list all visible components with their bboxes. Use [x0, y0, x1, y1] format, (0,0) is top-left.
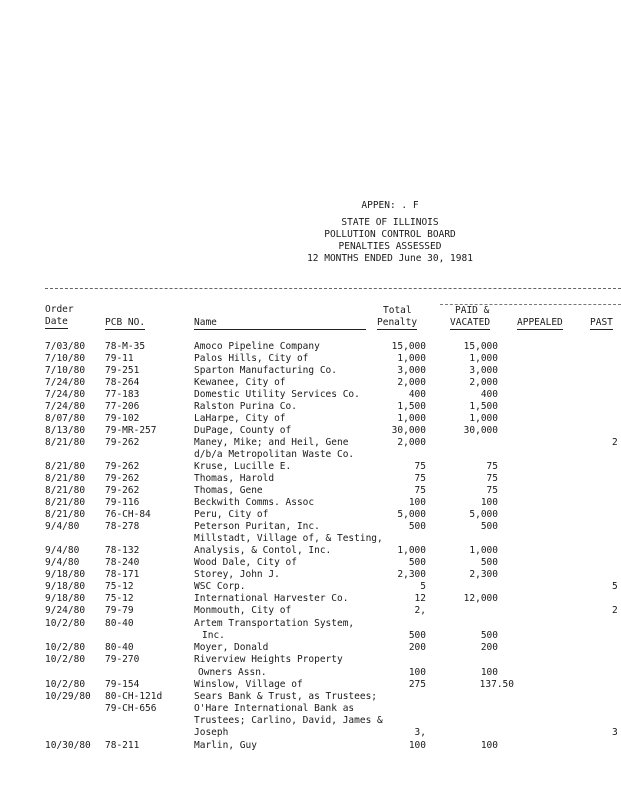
row-name: Sparton Manufacturing Co. [194, 365, 337, 376]
row-name: Joseph [194, 727, 229, 738]
row-total-penalty: 75 [414, 485, 426, 496]
row-total-penalty: 5 [420, 581, 426, 592]
row-date: 9/18/80 [45, 581, 86, 592]
row-paid-vacated: 30,000 [463, 425, 498, 436]
row-name: Monmouth, City of [194, 605, 292, 616]
row-pcb-no: 75-12 [105, 581, 134, 592]
col-paid-label: PAID & [455, 305, 490, 316]
row-pcb-no: 79-262 [105, 461, 140, 472]
row-name: Artem Transportation System, [194, 618, 355, 629]
top-rule [45, 288, 621, 289]
row-paid-vacated: 3,000 [469, 365, 498, 376]
row-pcb-no: 79-MR-257 [105, 425, 157, 436]
row-name: Thomas, Harold [194, 473, 275, 484]
row-date: 8/21/80 [45, 461, 86, 472]
table-row [0, 655, 621, 667]
row-date: 7/10/80 [45, 365, 86, 376]
row-paid-vacated: 500 [480, 521, 498, 532]
row-total-penalty: 75 [414, 473, 426, 484]
header-board: POLLUTION CONTROL BOARD [324, 229, 456, 240]
col-total-label: Total [383, 305, 412, 316]
row-pcb-no: 79-79 [105, 605, 134, 616]
row-name: Trustees; Carlino, David, James & [194, 715, 383, 726]
row-paid-vacated: 500 [480, 557, 498, 568]
col-pcb-header: PCB NO. [105, 317, 146, 328]
row-date: 9/4/80 [45, 545, 80, 556]
row-paid-vacated: 1,000 [469, 545, 498, 556]
row-date: 9/4/80 [45, 557, 80, 568]
row-total-penalty: 2,000 [397, 377, 426, 388]
row-name: Wood Dale, City of [194, 557, 297, 568]
row-name: Peterson Puritan, Inc. [194, 521, 320, 532]
row-pcb-no: 79-CH-656 [105, 703, 157, 714]
row-name: d/b/a Metropolitan Waste Co. [194, 449, 355, 460]
row-total-penalty: 3,000 [397, 365, 426, 376]
row-total-penalty: 400 [408, 389, 426, 400]
row-total-penalty: 30,000 [391, 425, 426, 436]
row-date: 8/13/80 [45, 425, 86, 436]
row-name: O'Hare International Bank as [194, 703, 355, 714]
row-total-penalty: 500 [408, 630, 426, 641]
row-name: Analysis, & Contol, Inc. [194, 545, 332, 556]
row-paid-vacated: 100 [480, 497, 498, 508]
table-row [0, 450, 621, 462]
row-total-penalty: 75 [414, 461, 426, 472]
row-name: Inc. [202, 630, 225, 641]
row-name: Marlin, Guy [194, 740, 257, 751]
row-name: Palos Hills, City of [194, 353, 309, 364]
row-pcb-no: 78-278 [105, 521, 140, 532]
row-total-penalty: 5,000 [397, 509, 426, 520]
row-date: 7/24/80 [45, 377, 86, 388]
row-date: 8/21/80 [45, 473, 86, 484]
table-row [0, 462, 621, 474]
row-date: 8/21/80 [45, 485, 86, 496]
row-pcb-no: 78-132 [105, 545, 140, 556]
table-row [0, 414, 621, 426]
row-paid-vacated: 75 [486, 485, 498, 496]
row-name: LaHarpe, City of [194, 413, 286, 424]
table-row [0, 716, 621, 728]
row-name: Kewanee, City of [194, 377, 286, 388]
row-date: 8/21/80 [45, 437, 86, 448]
row-name: Kruse, Lucille E. [194, 461, 292, 472]
row-name: Owners Assn. [198, 667, 267, 678]
row-date: 9/18/80 [45, 569, 86, 580]
row-pcb-no: 80-40 [105, 618, 134, 629]
row-pcb-no: 76-CH-84 [105, 509, 151, 520]
col-vacated-header: VACATED [450, 317, 491, 328]
table-row [0, 606, 621, 618]
header-title: PENALTIES ASSESSED [338, 241, 442, 252]
header-state: STATE OF ILLINOIS [341, 217, 439, 228]
row-total-penalty: 100 [408, 497, 426, 508]
row-date: 7/10/80 [45, 353, 86, 364]
row-pcb-no: 77-206 [105, 401, 140, 412]
row-pcb-no: 79-270 [105, 654, 140, 665]
col-penalty-header: Penalty [377, 317, 418, 328]
row-date: 7/03/80 [45, 341, 86, 352]
row-date: 10/29/80 [45, 691, 91, 702]
appendix-label: APPEN: . F [361, 200, 419, 211]
table-row [0, 402, 621, 414]
row-name: International Harvester Co. [194, 593, 349, 604]
row-name: Thomas, Gene [194, 485, 263, 496]
row-past: 5 [612, 581, 618, 592]
header-period: 12 MONTHS ENDED June 30, 1981 [307, 253, 473, 264]
table-row [0, 619, 621, 631]
row-name: WSC Corp. [194, 581, 246, 592]
row-paid-vacated: 200 [480, 642, 498, 653]
row-pcb-no: 78-M-35 [105, 341, 146, 352]
row-paid-vacated: 5,000 [469, 509, 498, 520]
row-total-penalty: 15,000 [391, 341, 426, 352]
table-row [0, 390, 621, 402]
row-name: Maney, Mike; and Heil, Gene [194, 437, 349, 448]
row-pcb-no: 75-12 [105, 593, 134, 604]
table-row [0, 342, 621, 354]
row-pcb-no: 79-11 [105, 353, 134, 364]
table-row [0, 668, 621, 680]
row-name: Domestic Utility Services Co. [194, 389, 360, 400]
row-past: 3 [612, 727, 618, 738]
row-pcb-no: 78-171 [105, 569, 140, 580]
row-total-penalty: 2, [414, 605, 426, 616]
row-total-penalty: 3, [414, 727, 426, 738]
row-past: 2 [612, 437, 618, 448]
col-past-header: PAST [590, 317, 613, 328]
row-paid-vacated: 15,000 [463, 341, 498, 352]
col-name-header: Name [194, 318, 366, 330]
row-paid-vacated: 500 [480, 630, 498, 641]
row-date: 9/24/80 [45, 605, 86, 616]
row-paid-vacated: 2,300 [469, 569, 498, 580]
table-row [0, 741, 621, 753]
row-paid-vacated: 100 [480, 740, 498, 751]
row-name: DuPage, County of [194, 425, 292, 436]
row-paid-vacated: 137.50 [479, 679, 514, 690]
row-pcb-no: 80-CH-121d [105, 691, 163, 702]
row-total-penalty: 1,000 [397, 545, 426, 556]
row-date: 8/21/80 [45, 509, 86, 520]
table-row [0, 474, 621, 486]
row-total-penalty: 1,000 [397, 353, 426, 364]
row-name: Ralston Purina Co. [194, 401, 297, 412]
row-date: 10/2/80 [45, 654, 86, 665]
table-row [0, 498, 621, 510]
row-paid-vacated: 100 [480, 667, 498, 678]
row-total-penalty: 1,000 [397, 413, 426, 424]
row-date: 10/2/80 [45, 618, 86, 629]
row-past: 2 [612, 605, 618, 616]
row-total-penalty: 275 [408, 679, 426, 690]
row-total-penalty: 1,500 [397, 401, 426, 412]
row-name: Amoco Pipeline Company [194, 341, 320, 352]
table-row [0, 546, 621, 558]
row-date: 10/30/80 [45, 740, 91, 751]
row-name: Beckwith Comms. Assoc [194, 497, 315, 508]
table-row [0, 570, 621, 582]
row-date: 9/4/80 [45, 521, 80, 532]
row-total-penalty: 500 [408, 521, 426, 532]
row-paid-vacated: 400 [480, 389, 498, 400]
row-pcb-no: 79-262 [105, 437, 140, 448]
row-paid-vacated: 1,000 [469, 413, 498, 424]
table-row [0, 366, 621, 378]
row-paid-vacated: 2,000 [469, 377, 498, 388]
table-row [0, 631, 621, 643]
row-paid-vacated: 75 [486, 461, 498, 472]
row-total-penalty: 100 [408, 740, 426, 751]
row-pcb-no: 78-264 [105, 377, 140, 388]
table-row [0, 594, 621, 606]
row-name: Sears Bank & Trust, as Trustees; [194, 691, 378, 702]
row-pcb-no: 79-116 [105, 497, 140, 508]
row-date: 8/21/80 [45, 497, 86, 508]
row-total-penalty: 100 [408, 667, 426, 678]
table-row [0, 728, 621, 740]
row-pcb-no: 80-40 [105, 642, 134, 653]
row-pcb-no: 79-251 [105, 365, 140, 376]
row-date: 7/24/80 [45, 401, 86, 412]
row-pcb-no: 79-262 [105, 473, 140, 484]
row-paid-vacated: 1,000 [469, 353, 498, 364]
row-pcb-no: 78-211 [105, 740, 140, 751]
row-paid-vacated: 12,000 [463, 593, 498, 604]
row-name: Storey, John J. [194, 569, 280, 580]
row-total-penalty: 200 [408, 642, 426, 653]
row-paid-vacated: 75 [486, 473, 498, 484]
row-date: 10/2/80 [45, 679, 86, 690]
col-appealed-header: APPEALED [517, 317, 563, 328]
row-pcb-no: 78-240 [105, 557, 140, 568]
table-row [0, 558, 621, 570]
col-order-label: Order [45, 304, 74, 315]
col-date-header: Date [45, 316, 68, 327]
row-name: Winslow, Village of [194, 679, 303, 690]
row-date: 7/24/80 [45, 389, 86, 400]
row-pcb-no: 79-154 [105, 679, 140, 690]
row-date: 10/2/80 [45, 642, 86, 653]
row-name: Peru, City of [194, 509, 269, 520]
row-total-penalty: 12 [414, 593, 426, 604]
row-pcb-no: 79-262 [105, 485, 140, 496]
row-total-penalty: 2,300 [397, 569, 426, 580]
row-name: Millstadt, Village of, & Testing, [194, 533, 383, 544]
row-total-penalty: 500 [408, 557, 426, 568]
row-total-penalty: 2,000 [397, 437, 426, 448]
row-name: Riverview Heights Property [194, 654, 343, 665]
row-date: 9/18/80 [45, 593, 86, 604]
row-pcb-no: 79-102 [105, 413, 140, 424]
row-paid-vacated: 1,500 [469, 401, 498, 412]
row-date: 8/07/80 [45, 413, 86, 424]
row-name: Moyer, Donald [194, 642, 269, 653]
row-pcb-no: 77-183 [105, 389, 140, 400]
